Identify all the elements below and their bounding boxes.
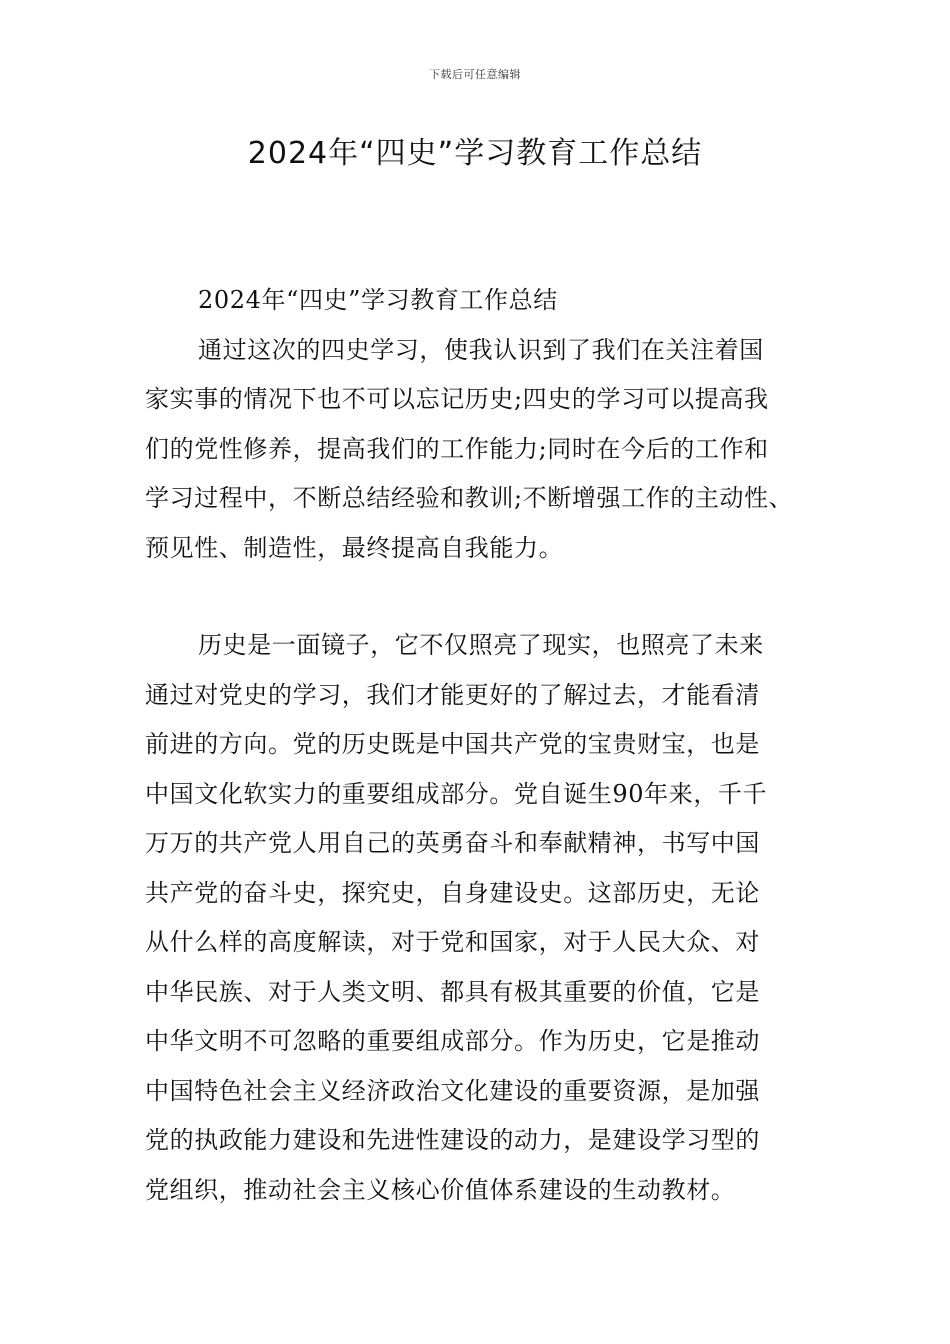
paragraph-1-line: 家实事的情况下也不可以忘记历史;四史的学习可以提高我 bbox=[145, 385, 769, 413]
paragraph-2 bbox=[145, 621, 830, 1215]
paragraph-2-line: 党的执政能力建设和先进性建设的动力，是建设学习型的 bbox=[145, 1126, 760, 1154]
paragraph-1-line: 通过这次的四史学习，使我认识到了我们在关注着国 bbox=[198, 335, 764, 364]
header-note: 下载后可任意编辑 bbox=[429, 68, 521, 81]
paragraph-1-line: 们的党性修养，提高我们的工作能力;同时在今后的工作和 bbox=[145, 434, 769, 463]
paragraph-2-line: 中华民族、对于人类文明、都具有极其重要的价值，它是 bbox=[145, 977, 760, 1006]
paragraph-2-line: 万万的共产党人用自己的英勇奋斗和奉献精神，书写中国 bbox=[145, 829, 760, 857]
paragraph-2-line: 通过对党史的学习，我们才能更好的了解过去，才能看清 bbox=[145, 680, 760, 709]
paragraph-2-line: 历史是一面镜子，它不仅照亮了现实，也照亮了未来 bbox=[198, 631, 764, 659]
document-title: 2024年“四史”学习教育工作总结 bbox=[247, 136, 703, 171]
paragraph-1-line: 预见性、制造性，最终提高自我能力。 bbox=[145, 533, 564, 562]
paragraph-2-line: 中国文化软实力的重要组成部分。党自诞生90年来，千千 bbox=[145, 779, 768, 808]
paragraph-2-line: 从什么样的高度解读，对于党和国家，对于人民大众、对 bbox=[145, 928, 760, 956]
paragraph-1-line: 学习过程中，不断总结经验和教训;不断增强工作的主动性、 bbox=[145, 484, 794, 512]
intro-block bbox=[145, 276, 830, 573]
paragraph-2-line: 中华文明不可忽略的重要组成部分。作为历史，它是推动 bbox=[145, 1027, 760, 1055]
paragraph-2-line: 中国特色社会主义经济政治文化建设的重要资源，是加强 bbox=[145, 1076, 760, 1105]
subtitle-line: 2024年“四史”学习教育工作总结 bbox=[198, 286, 558, 314]
paragraph-2-line: 共产党的奋斗史，探究史，自身建设史。这部历史，无论 bbox=[145, 878, 760, 907]
paragraph-2-line: 前进的方向。党的历史既是中国共产党的宝贵财宝，也是 bbox=[145, 730, 760, 758]
paragraph-2-line: 党组织，推动社会主义核心价值体系建设的生动教材。 bbox=[145, 1175, 736, 1204]
